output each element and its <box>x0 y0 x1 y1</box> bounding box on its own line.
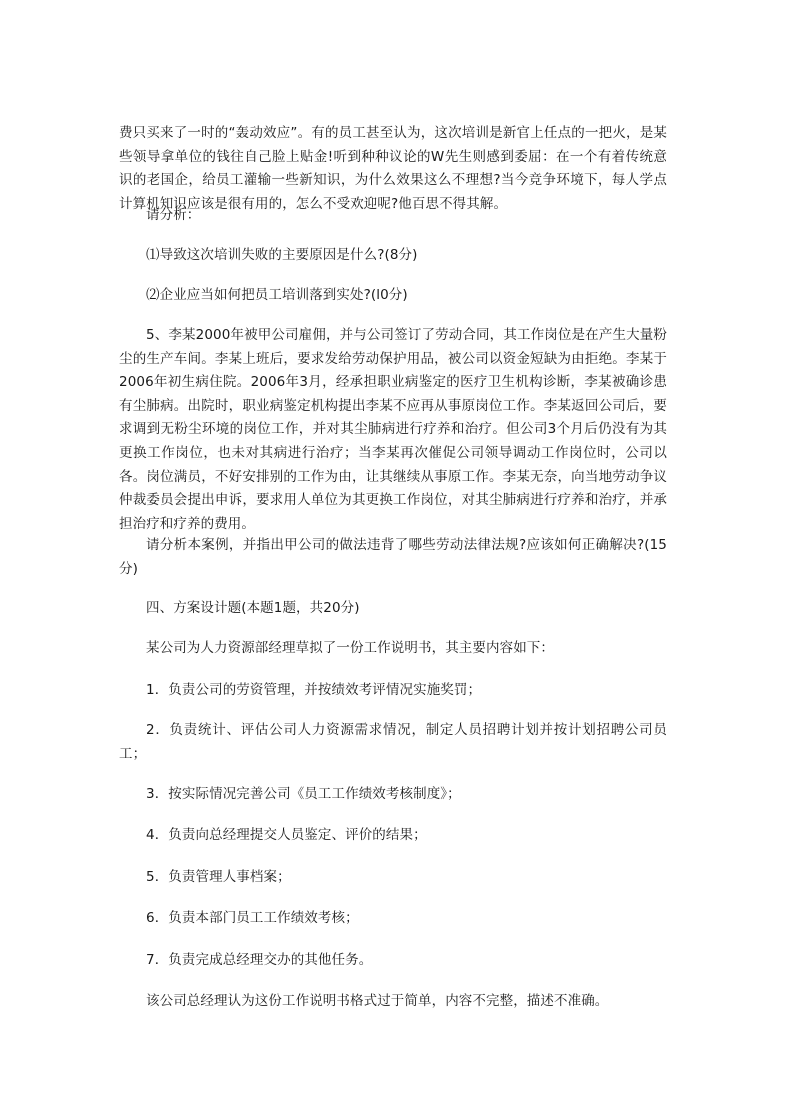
case-5-question: 请分析本案例，并指出甲公司的做法违背了哪些劳动法律法规?应该如何正确解决?(15分) <box>119 537 667 577</box>
list-item: 6．负责本部门员工工作绩效考核； <box>146 910 359 926</box>
list-item: 1．负责公司的劳资管理，并按绩效考评情况实施奖罚； <box>146 682 482 698</box>
case-5-paragraph: 5、李某2000年被甲公司雇佣，并与公司签订了劳动合同，其工作岗位是在产生大量粉尘的生产车间。李某上班后，要求发给劳动保护用品，被公司以资金短缺为由拒绝。李某于2006年初生病住院。2006年3月，经承担职业病鉴定的医疗卫生机构诊断，李某被确诊患有尘肺病。出院时，职业病鉴定机构提出李某不应再从事原岗位工作。李某返回公司后，要求调到无粉尘环境的岗位工作，并对其尘肺病进行疗养和治疗。但公司3个月后仍没有为其更换工作岗位，也未对其病进行治疗；当李某再次催促公司领导调动工作岗位时，公司以各。岗位满员，不好安排别的工作为由，让其继续从事原工作。李某无奈，向当地劳动争议仲裁委员会提出申诉，要求用人单位为其更换工作岗位，对其尘肺病进行疗养和治疗，并承担治疗和疗养的费用。 <box>119 327 667 532</box>
list-item: 2．负责统计、评估公司人力资源需求情况，制定人员招聘计划并按计划招聘公司员工； <box>119 722 667 762</box>
list-item: 3．按实际情况完善公司《员工工作绩效考核制度》； <box>146 786 461 802</box>
intro-paragraph: 费只买来了一时的“轰动效应”。有的员工甚至认为，这次培训是新官上任点的一把火，是某些领导拿单位的钱往自己脸上贴金!听到种种议论的W先生则感到委屈：在一个有着传统意识的老国企，给员工灌输一些新知识，为什么效果这么不理想?当今竞争环境下，每人学点计算机知识应该是很有用的，怎么不受欢迎呢?他百思不得其解。 <box>119 125 667 212</box>
list-item: 7．负责完成总经理交办的其他任务。 <box>146 952 373 968</box>
list-item: 4．负责向总经理提交人员鉴定、评价的结果； <box>146 827 427 843</box>
list-item: 5．负责管理人事档案； <box>146 869 291 885</box>
section-heading: 四、方案设计题(本题1题，共20分) <box>146 600 360 616</box>
question-sub-2: ⑵企业应当如何把员工培训落到实处?(l0分) <box>146 287 408 303</box>
question-sub-1: ⑴导致这次培训失败的主要原因是什么?(8分) <box>146 247 418 263</box>
closing-paragraph: 该公司总经理认为这份工作说明书格式过于简单，内容不完整，描述不准确。 <box>146 993 609 1009</box>
section-intro: 某公司为人力资源部经理草拟了一份工作说明书，其主要内容如下： <box>146 640 554 656</box>
question-prompt: 请分析： <box>146 207 201 223</box>
